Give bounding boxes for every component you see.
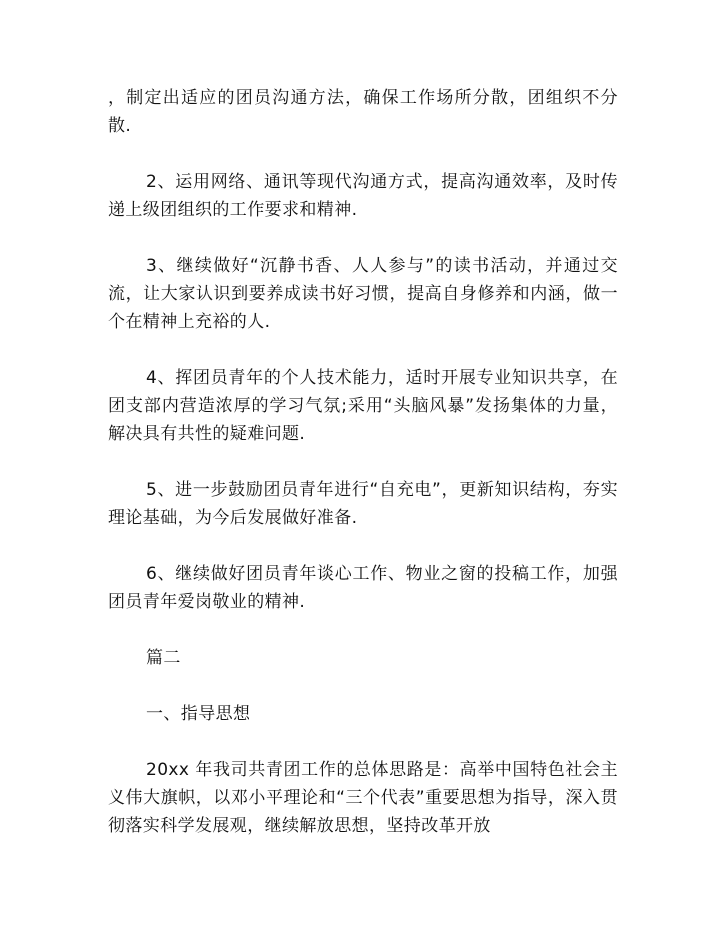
section-title: 篇二 [146,648,181,668]
paragraph-item-2: 2、运用网络、通讯等现代沟通方式，提高沟通效率，及时传递上级团组织的工作要求和精神. [108,172,618,220]
paragraph-guiding-thought: 20xx 年我司共青团工作的总体思路是：高举中国特色社会主义伟大旗帜，以邓小平理论和“三个代表”重要思想为指导，深入贯彻落实科学发展观，继续解放思想，坚持改革开放 [108,760,618,836]
section-subheading: 一、指导思想 [146,704,251,724]
document-body [108,84,618,868]
paragraph-continuation: ，制定出适应的团员沟通方法，确保工作场所分散，团组织不分散. [108,88,618,136]
paragraph-item-5: 5、进一步鼓励团员青年进行“自充电”，更新知识结构，夯实理论基础，为今后发展做好准备. [108,480,618,528]
paragraph-item-3: 3、继续做好“沉静书香、人人参与”的读书活动，并通过交流，让大家认识到要养成读书好习惯，提高自身修养和内涵，做一个在精神上充裕的人. [108,256,618,332]
paragraph-item-6: 6、继续做好团员青年谈心工作、物业之窗的投稿工作，加强团员青年爱岗敬业的精神. [108,564,618,612]
paragraph-item-4: 4、挥团员青年的个人技术能力，适时开展专业知识共享，在团支部内营造浓厚的学习气氛;采用“头脑风暴”发扬集体的力量，解决具有共性的疑难问题. [108,368,618,444]
